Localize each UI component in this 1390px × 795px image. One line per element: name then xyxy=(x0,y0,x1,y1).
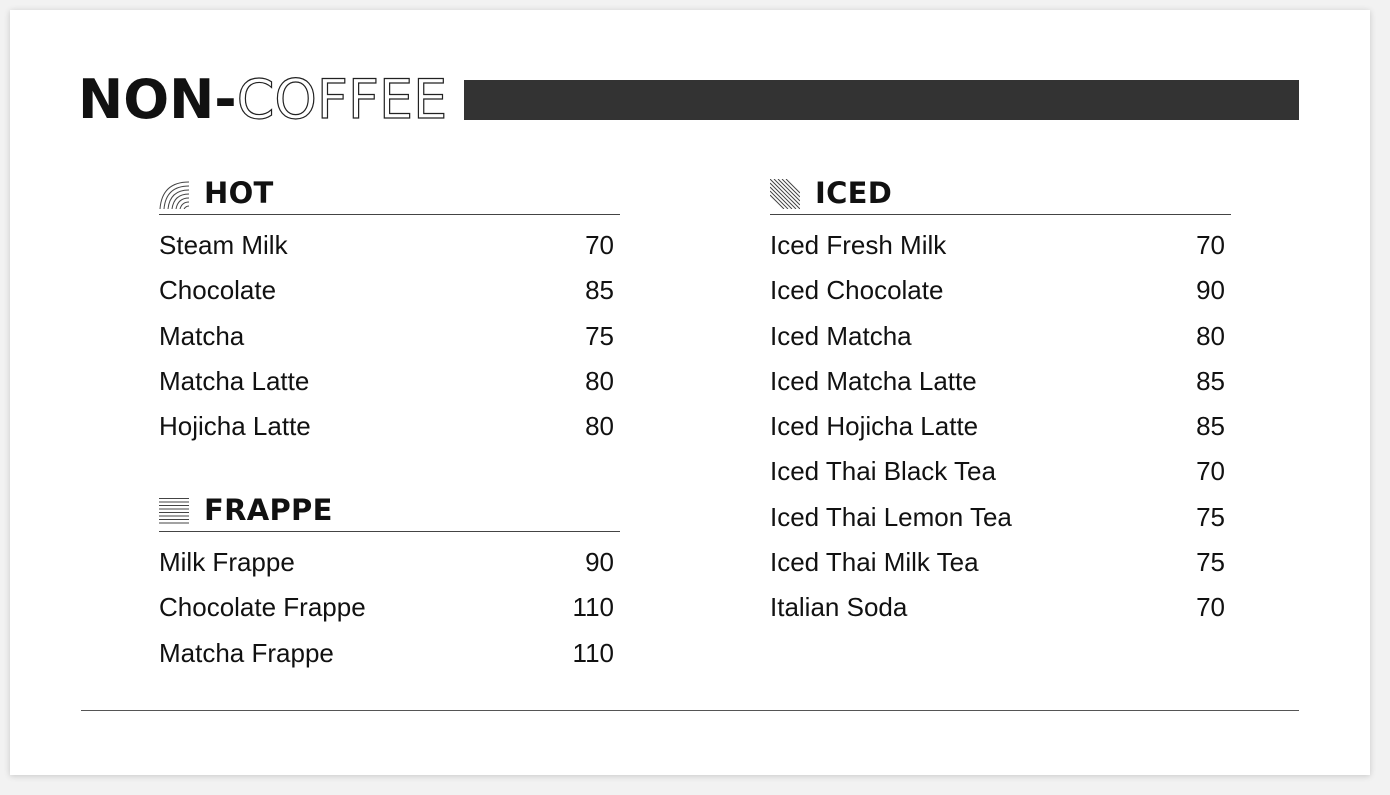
item-price: 85 xyxy=(585,275,614,306)
item-name: Chocolate Frappe xyxy=(159,592,366,623)
item-name: Hojicha Latte xyxy=(159,411,311,442)
item-name: Iced Hojicha Latte xyxy=(770,411,979,442)
menu-item xyxy=(159,361,620,406)
title-bar xyxy=(464,80,1299,120)
item-price: 70 xyxy=(1196,592,1225,623)
menu-item xyxy=(770,316,1231,361)
section-header-frappe xyxy=(159,489,620,532)
item-name: Iced Thai Milk Tea xyxy=(770,547,979,578)
item-price: 70 xyxy=(585,230,614,260)
menu-item xyxy=(770,406,1231,451)
item-price: 80 xyxy=(585,411,614,442)
item-price: 110 xyxy=(572,592,614,623)
horizontal-lines-icon xyxy=(159,496,189,526)
item-list-iced xyxy=(770,225,1231,633)
item-price: 70 xyxy=(1196,230,1225,260)
item-price: 110 xyxy=(572,637,614,668)
item-name: Iced Matcha Latte xyxy=(770,365,977,396)
page-title xyxy=(78,68,448,131)
menu-card xyxy=(10,10,1370,775)
menu-item xyxy=(159,270,620,315)
menu-item xyxy=(770,361,1231,406)
item-price: 85 xyxy=(1196,365,1225,396)
diagonal-lines-icon xyxy=(770,179,800,209)
section-title-iced: ICED xyxy=(815,176,893,210)
menu-item xyxy=(159,225,620,270)
menu-item xyxy=(159,316,620,361)
item-price: 90 xyxy=(585,547,614,577)
curved-lines-icon xyxy=(159,179,189,209)
section-title-frappe: FRAPPE xyxy=(204,493,333,527)
item-list-frappe xyxy=(159,542,620,678)
menu-item xyxy=(159,633,620,678)
item-price: 70 xyxy=(1196,456,1225,487)
menu-item xyxy=(770,451,1231,496)
menu-item xyxy=(770,225,1231,270)
menu-item xyxy=(770,587,1231,632)
menu-item xyxy=(770,542,1231,587)
item-price: 75 xyxy=(585,320,614,351)
menu-item xyxy=(770,270,1231,315)
item-price: 85 xyxy=(1196,411,1225,442)
item-name: Milk Frappe xyxy=(159,547,295,577)
title-outline-part: COFFEE xyxy=(236,68,448,131)
section-frappe xyxy=(159,489,620,678)
title-bold-part: NON- xyxy=(78,68,237,131)
menu-item xyxy=(159,542,620,587)
item-price: 80 xyxy=(585,365,614,396)
item-price: 80 xyxy=(1196,320,1225,351)
item-name: Iced Thai Lemon Tea xyxy=(770,501,1012,532)
item-list-hot xyxy=(159,225,620,451)
section-header-hot xyxy=(159,172,620,215)
menu-item xyxy=(770,497,1231,542)
item-price: 75 xyxy=(1196,547,1225,578)
item-name: Iced Matcha xyxy=(770,320,912,351)
section-hot xyxy=(159,172,620,451)
menu-item xyxy=(159,587,620,632)
item-name: Iced Thai Black Tea xyxy=(770,456,996,487)
item-name: Matcha Frappe xyxy=(159,637,334,668)
item-name: Steam Milk xyxy=(159,230,288,260)
item-name: Chocolate xyxy=(159,275,277,306)
section-iced xyxy=(770,172,1231,633)
item-price: 90 xyxy=(1196,275,1225,306)
footer-divider xyxy=(81,710,1299,711)
item-name: Matcha Latte xyxy=(159,365,310,396)
section-title-hot: HOT xyxy=(204,176,274,210)
section-header-iced xyxy=(770,172,1231,215)
menu-item xyxy=(159,406,620,451)
item-name: Matcha xyxy=(159,320,245,351)
item-price: 75 xyxy=(1196,501,1225,532)
item-name: Italian Soda xyxy=(770,592,908,623)
item-name: Iced Fresh Milk xyxy=(770,230,947,260)
item-name: Iced Chocolate xyxy=(770,275,944,306)
